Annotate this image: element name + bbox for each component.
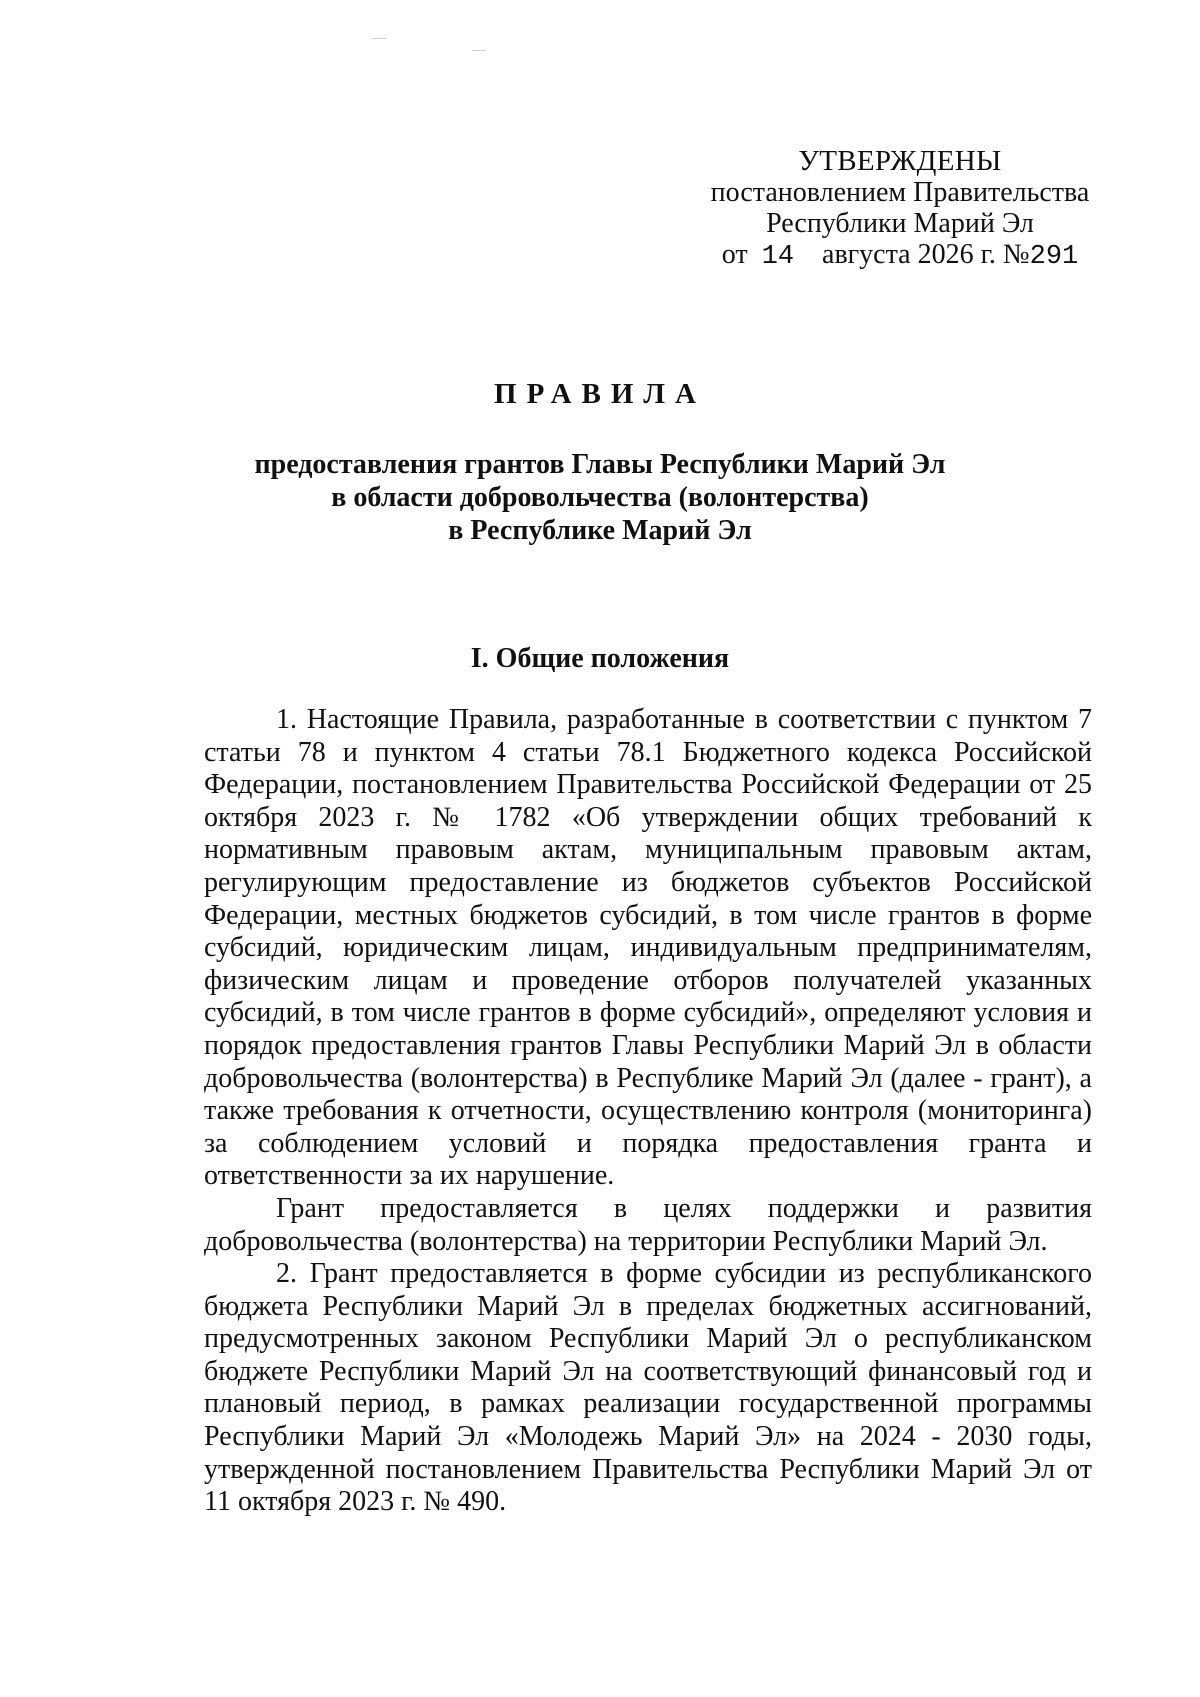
approval-title: УТВЕРЖДЕНЫ xyxy=(798,145,1002,177)
approval-day: 14 xyxy=(761,242,795,272)
paragraph: Грант предоставляется в целях поддержки и развития добровольчества (волонтерства) на территории Республики Марий Эл. xyxy=(204,1192,1092,1257)
subtitle-line: в Республике Марий Эл xyxy=(448,515,752,546)
approval-stamp-block xyxy=(690,146,1110,273)
section-body xyxy=(204,704,1092,1519)
scan-artifact xyxy=(372,38,386,39)
document-title: ПРАВИЛА xyxy=(494,378,706,410)
scan-artifact xyxy=(472,50,486,51)
approval-date-rest: августа 2026 г. № xyxy=(822,239,1030,270)
subtitle-line: в области добровольчества (волонтерства) xyxy=(331,482,869,513)
paragraph: 1. Настоящие Правила, разработанные в соответствии с пунктом 7 статьи 78 и пунктом 4 статьи 78.1 Бюджетного кодекса Российской Федерации, постановлением Правительства Российской Федерации от 25 октября 2023 г. № 1782 «Об утверждении общих требований к нормативным правовым актам, муниципальным правовым актам, регулирующим предоставление из бюджетов субъектов Российской Федерации, местных бюджетов субсидий, в том числе грантов в форме субсидий, юридическим лицам, индивидуальным предпринимателям, физическим лицам и проведение отборов получателей указанных субсидий, в том числе грантов в форме субсидий», определяют условия и порядок предоставления грантов Главы Республики Марий Эл в области добровольчества (волонтерства) в Республике Марий Эл (далее - грант), а также требования к отчетности, осуществлению контроля (мониторинга) за соблюдением условий и порядка предоставления гранта и ответственности за их нарушение. xyxy=(204,704,1092,1192)
approval-number: 291 xyxy=(1029,242,1079,272)
paragraph: 2. Грант предоставляется в форме субсидии из республиканского бюджета Республики Марий Эл в пределах бюджетных ассигнований, предусмотренных законом Республики Марий Эл о республиканском бюджете Республики Марий Эл на соответствующий финансовый год и плановый период, в рамках реализации государственной программы Республики Марий Эл «Молодежь Марий Эл» на 2024 - 2030 годы, утвержденной постановлением Правительства Республики Марий Эл от 11 октября 2023 г. № 490. xyxy=(204,1258,1092,1518)
approval-date-prefix: от xyxy=(721,239,748,270)
approval-date-line xyxy=(690,239,1110,273)
document-subtitle xyxy=(0,448,1200,547)
section-heading: I. Общие положения xyxy=(470,643,730,674)
approval-line-1: постановлением Правительства xyxy=(710,177,1090,208)
approval-line-2: Республики Марий Эл xyxy=(766,208,1034,239)
subtitle-line: предоставления грантов Главы Республики Марий Эл xyxy=(254,449,946,480)
